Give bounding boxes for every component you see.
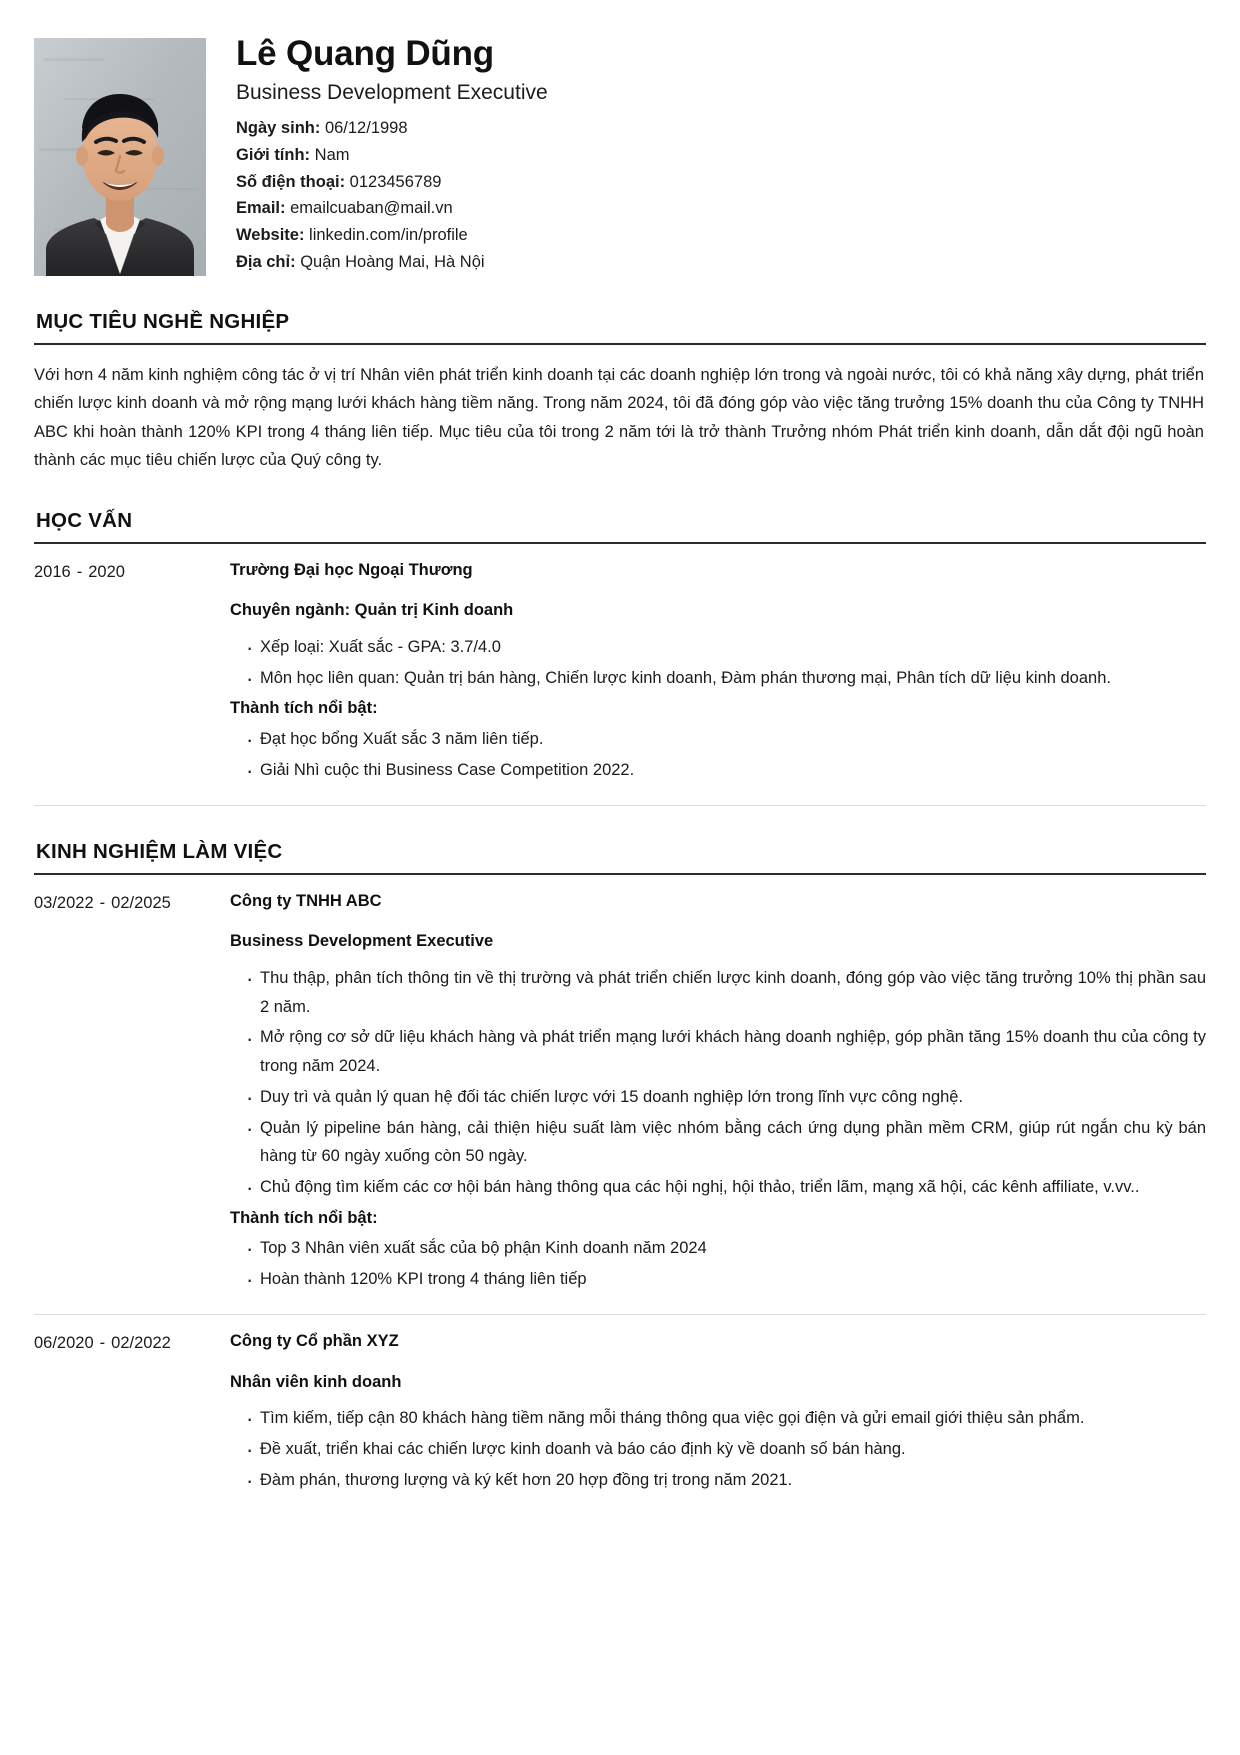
entry-content [230,889,1206,1298]
section-experience [34,840,1206,1515]
achievements-list [230,1234,1206,1293]
objective-body [34,345,1206,475]
experience-company: Công ty Cổ phần XYZ [230,1331,399,1350]
identity-block [236,32,1206,275]
entry-date-dash: - [99,1333,106,1352]
contact-row [236,115,1206,142]
entry-start-date: 06/2020 [34,1333,94,1352]
list-item: · Top 3 Nhân viên xuất sắc của bộ phận Kinh doanh năm 2024 [246,1234,1206,1263]
experience-company: Công ty TNHH ABC [230,891,382,910]
entry-date-dash: - [99,893,106,912]
contact-value: 0123456789 [345,172,442,191]
contact-value: Nam [310,145,350,164]
entry-end-date: 02/2025 [111,893,171,912]
section-title-experience: KINH NGHIỆM LÀM VIỆC [36,839,283,863]
contact-row [236,142,1206,169]
contact-label: Số điện thoại: [236,172,346,191]
header-job-title: Business Development Executive [236,80,548,104]
entry-start-date: 2016 [34,562,71,581]
section-objective [34,310,1206,475]
education-major: Chuyên ngành: Quản trị Kinh doanh [230,601,514,620]
experience-role: Business Development Executive [230,932,494,951]
list-item: · Duy trì và quản lý quan hệ đối tác chiến lược với 15 doanh nghiệp lớn trong lĩnh vực công nghệ. [246,1083,1206,1112]
list-item: · Đạt học bổng Xuất sắc 3 năm liên tiếp. [246,725,1206,754]
objective-paragraph: Với hơn 4 năm kinh nghiệm công tác ở vị trí Nhân viên phát triển kinh doanh tại các doanh nghiệp lớn trong và ngoài nước, tôi có khả năng xây dựng, phát triển chiến lược kinh doanh và mở rộng mạng lưới khách hàng tiềm năng. Trong năm 2024, tôi đã đóng góp vào việc tăng trưởng 15% doanh thu của Công ty TNHH ABC khi hoàn thành 120% KPI trong 4 tháng liên tiếp. Mục tiêu của tôi trong 2 năm tới là trở thành Trưởng nhóm Phát triển kinh doanh, dẫn dắt đội ngũ hoàn thành các mục tiêu chiến lược của Quý công ty. [34,366,1204,470]
list-item: · Thu thập, phân tích thông tin về thị trường và phát triển chiến lược kinh doanh, đóng góp vào việc tăng trưởng 10% thị phần sau 2 năm. [246,964,1206,1021]
experience-entries [34,875,1206,1515]
cv-header [34,26,1206,276]
contact-row [236,169,1206,196]
contact-row [236,249,1206,276]
entry-content [230,558,1206,789]
entry-date-range [34,1329,230,1357]
contact-label: Địa chỉ: [236,252,296,271]
section-title-objective: MỤC TIÊU NGHỀ NGHIỆP [36,310,290,333]
list-item: · Giải Nhì cuộc thi Business Case Competition 2022. [246,756,1206,785]
achievements-label: Thành tích nổi bật: [230,1208,378,1227]
list-item: · Chủ động tìm kiếm các cơ hội bán hàng thông qua các hội nghị, hội thảo, triển lãm, mạng xã hội, các kênh affiliate, v.vv.. [246,1173,1206,1202]
section-title-education: HỌC VẤN [36,508,133,532]
contact-value: 06/12/1998 [320,119,408,138]
education-entries [34,544,1206,806]
experience-duties-list [230,964,1206,1202]
education-school: Trường Đại học Ngoại Thương [230,560,473,579]
entry-end-date: 2020 [88,562,125,581]
photo-container [34,32,206,276]
contact-value: linkedin.com/in/profile [304,226,468,245]
list-item: · Đề xuất, triển khai các chiến lược kinh doanh và báo cáo định kỳ về doanh số bán hàng. [246,1435,1206,1464]
contact-value: emailcuaban@mail.vn [285,199,453,218]
contact-label: Email: [236,199,286,218]
list-item: · Hoàn thành 120% KPI trong 4 tháng liên tiếp [246,1265,1206,1294]
list-item: · Xếp loại: Xuất sắc - GPA: 3.7/4.0 [246,633,1206,662]
entry-end-date: 02/2022 [111,1333,171,1352]
education-details-list [230,633,1206,692]
achievements-list [230,725,1206,784]
contact-row [236,222,1206,249]
contact-label: Giới tính: [236,145,311,164]
contact-list [236,115,1206,275]
contact-row [236,195,1206,222]
section-education [34,509,1206,806]
list-item: · Mở rộng cơ sở dữ liệu khách hàng và phát triển mạng lưới khách hàng doanh nghiệp, góp phần tăng 15% doanh thu của công ty trong năm 2024. [246,1023,1206,1080]
entry-date-range [34,558,230,586]
entry-row [34,1315,1206,1515]
entry-date-range [34,889,230,917]
entry-date-dash: - [76,562,83,581]
list-item: · Đàm phán, thương lượng và ký kết hơn 20 hợp đồng trị trong năm 2021. [246,1466,1206,1495]
contact-label: Website: [236,226,305,245]
entry-content [230,1329,1206,1499]
list-item: · Môn học liên quan: Quản trị bán hàng, Chiến lược kinh doanh, Đàm phán thương mại, Phân tích dữ liệu kinh doanh. [246,664,1206,693]
contact-label: Ngày sinh: [236,119,321,138]
list-item: · Quản lý pipeline bán hàng, cải thiện hiệu suất làm việc nhóm bằng cách ứng dụng phần mềm CRM, giúp rút ngắn chu kỳ bán hàng từ 60 ngày xuống còn 50 ngày. [246,1114,1206,1171]
page-title: Lê Quang Dũng [236,34,494,73]
entry-row [34,544,1206,806]
portrait-photo [34,38,206,276]
entry-row [34,875,1206,1315]
experience-role: Nhân viên kinh doanh [230,1372,402,1391]
entry-start-date: 03/2022 [34,893,94,912]
achievements-label: Thành tích nổi bật: [230,699,378,718]
list-item: · Tìm kiếm, tiếp cận 80 khách hàng tiềm năng mỗi tháng thông qua việc gọi điện và gửi email giới thiệu sản phẩm. [246,1404,1206,1433]
contact-value: Quận Hoàng Mai, Hà Nội [295,252,485,271]
experience-duties-list [230,1404,1206,1494]
